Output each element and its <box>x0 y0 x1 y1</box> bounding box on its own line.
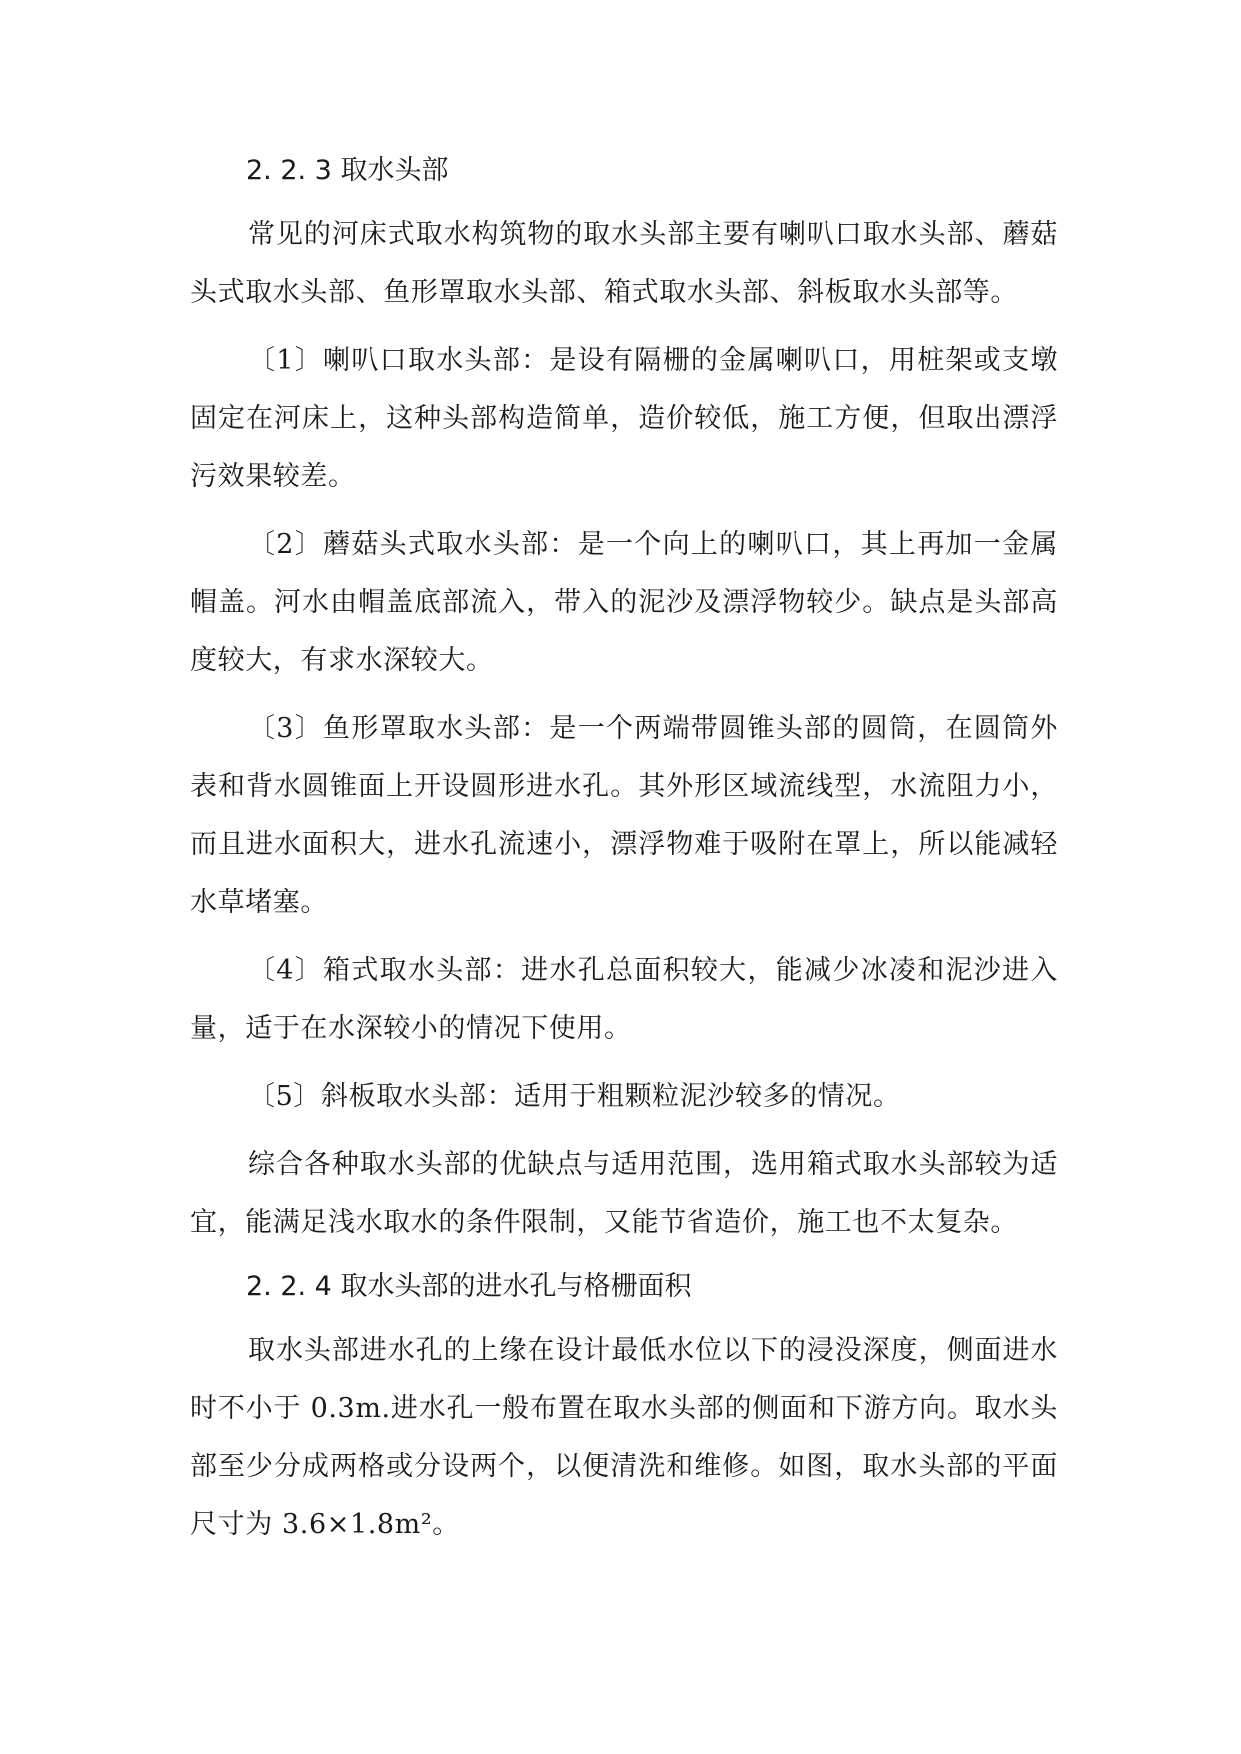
list-item-5: 〔5〕斜板取水头部：适用于粗颗粒泥沙较多的情况。 <box>248 1081 901 1112</box>
section-heading-2-2-3: 2. 2. 3 取水头部 <box>246 155 449 186</box>
list-item-2: 〔2〕蘑菇头式取水头部：是一个向上的喇叭口，其上再加一金属帽盖。河水由帽盖底部流入，带入的泥沙及漂浮物较少。缺点是头部高度较大，有求水深较大。 <box>190 529 1058 676</box>
intro-paragraph: 常见的河床式取水构筑物的取水头部主要有喇叭口取水头部、蘑菇头式取水头部、鱼形罩取水头部、箱式取水头部、斜板取水头部等。 <box>190 219 1058 308</box>
document-page <box>190 146 1058 1564</box>
list-item-3: 〔3〕鱼形罩取水头部：是一个两端带圆锥头部的圆筒，在圆筒外表和背水圆锥面上开设圆形进水孔。其外形区域流线型，水流阻力小，而且进水面积大，进水孔流速小，漂浮物难于吸附在罩上，所以能减轻水草堵塞。 <box>190 713 1058 918</box>
summary-paragraph: 综合各种取水头部的优缺点与适用范围，选用箱式取水头部较为适宜，能满足浅水取水的条件限制，又能节省造价，施工也不太复杂。 <box>190 1149 1058 1238</box>
list-item-1: 〔1〕喇叭口取水头部：是设有隔栅的金属喇叭口，用桩架或支墩固定在河床上，这种头部构造简单，造价较低，施工方便，但取出漂浮污效果较差。 <box>190 345 1058 492</box>
body-paragraph: 取水头部进水孔的上缘在设计最低水位以下的浸没深度，侧面进水时不小于 0.3m.进水孔一般布置在取水头部的侧面和下游方向。取水头部至少分成两格或分设两个，以便清洗和维修。如图，取水头部的平面尺寸为 3.6×1.8m²。 <box>190 1335 1058 1540</box>
list-item-4: 〔4〕箱式取水头部：进水孔总面积较大，能减少冰凌和泥沙进入量，适于在水深较小的情况下使用。 <box>190 955 1058 1044</box>
section-heading-2-2-4: 2. 2. 4 取水头部的进水孔与格栅面积 <box>246 1271 692 1302</box>
